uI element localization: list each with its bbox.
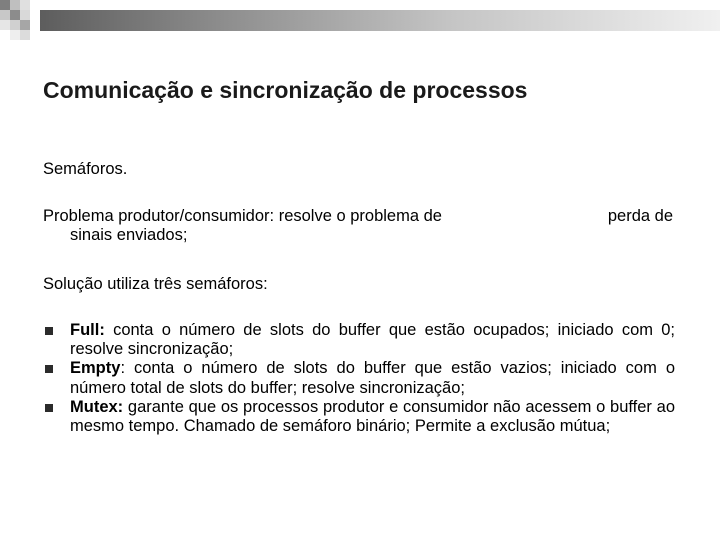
list-item-empty <box>43 359 675 397</box>
header-gradient-bar <box>40 10 720 31</box>
term-full: Full: <box>70 321 105 339</box>
list-item-mutex <box>43 398 675 436</box>
problem-line-2: sinais enviados; <box>70 226 188 244</box>
description-empty: : conta o número de slots do buffer que estão vazios; iniciado com o número total de slots do buffer; resolve sincronização; <box>70 359 675 397</box>
problem-paragraph <box>43 207 673 245</box>
term-empty: Empty <box>70 359 121 378</box>
term-mutex: Mutex: <box>70 397 124 416</box>
square-bullet-icon <box>45 327 53 335</box>
slide-title: Comunicação e sincronização de processos <box>43 77 528 103</box>
list-item-full <box>43 321 675 359</box>
square-bullet-icon <box>45 404 53 412</box>
semaphore-list <box>43 321 675 436</box>
description-full: conta o número de slots do buffer que estão ocupados; iniciado com 0; resolve sincronização; <box>70 321 675 359</box>
description-mutex: garante que os processos produtor e consumidor não acessem o buffer ao mesmo tempo. Chamado de semáforo binário; Permite a exclusão mútua; <box>70 397 675 436</box>
problem-line-1-left: Problema produtor/consumidor: resolve o problema de <box>43 207 442 225</box>
square-bullet-icon <box>45 365 53 373</box>
problem-line-1-right: perda de <box>607 207 673 225</box>
section-heading: Semáforos. <box>43 160 128 178</box>
solution-intro: Solução utiliza três semáforos: <box>43 275 268 293</box>
